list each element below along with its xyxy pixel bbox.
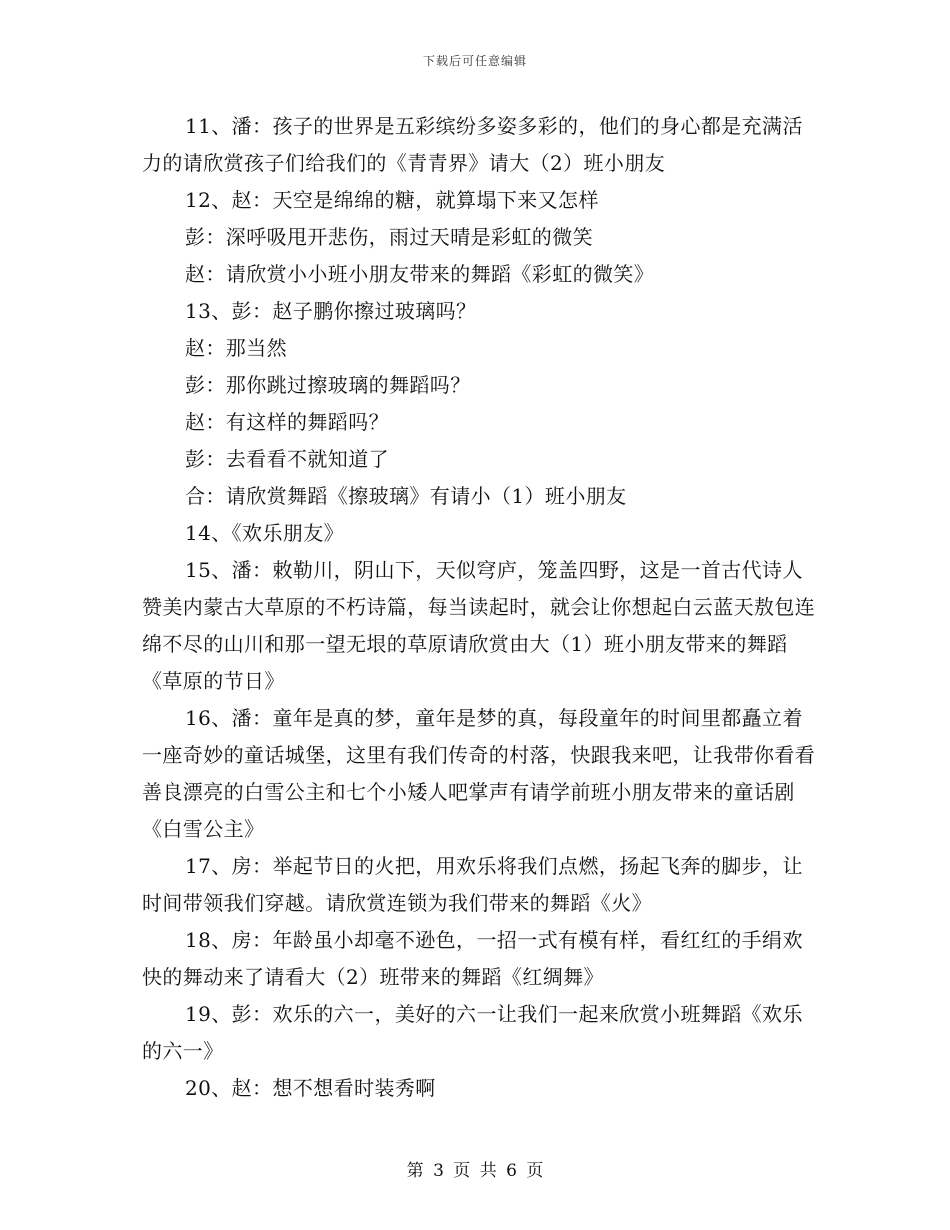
page-header: 下载后可任意编辑 [422,54,527,68]
paragraph-10: 合：请欣赏舞蹈《擦玻璃》有请小（1）班小朋友 [185,484,627,508]
paragraph-14: 17、房：举起节日的火把，用欢乐将我们点燃，扬起飞奔的脚步，让时间带领我们穿越。请欣赏连锁为我们带来的舞蹈《火》 [142,854,803,915]
paragraph-11: 14、《欢乐朋友》 [185,521,345,545]
paragraph-13: 16、潘：童年是真的梦，童年是梦的真，每段童年的时间里都矗立着一座奇妙的童话城堡，这里有我们传奇的村落，快跟我来吧，让我带你看看善良漂亮的白雪公主和七个小矮人吧掌声有请学前班小朋友带来的童话剧《白雪公主》 [142,706,816,841]
paragraph-5: 13、彭：赵子鹏你擦过玻璃吗？ [185,299,477,323]
document-body [142,108,822,1107]
paragraph-7: 彭：那你跳过擦玻璃的舞蹈吗？ [185,373,471,397]
paragraph-12: 15、潘：敕勒川，阴山下，天似穹庐，笼盖四野，这是一首古代诗人赞美内蒙古大草原的不朽诗篇，每当读起时，就会让你想起白云蓝天敖包连绵不尽的山川和那一望无垠的草原请欣赏由大（1）班小朋友带来的舞蹈《草原的节日》 [142,558,816,693]
paragraph-4: 赵：请欣赏小小班小朋友带来的舞蹈《彩虹的微笑》 [185,262,655,286]
paragraph-17: 20、赵：想不想看时装秀啊 [185,1076,436,1100]
paragraph-2: 12、赵：天空是绵绵的糖，就算塌下来又怎样 [185,188,599,212]
paragraph-3: 彭：深呼吸甩开悲伤，雨过天晴是彩虹的微笑 [185,225,593,249]
page-footer: 第 3 页 共 6 页 [406,1161,544,1181]
paragraph-6: 赵：那当然 [185,336,287,360]
paragraph-15: 18、房：年龄虽小却毫不逊色，一招一式有模有样，看红红的手绢欢快的舞动来了请看大（2）班带来的舞蹈《红绸舞》 [142,928,803,989]
paragraph-16: 19、彭：欢乐的六一，美好的六一让我们一起来欣赏小班舞蹈《欢乐的六一》 [142,1002,803,1063]
paragraph-9: 彭：去看看不就知道了 [185,447,389,471]
paragraph-1: 11、潘：孩子的世界是五彩缤纷多姿多彩的，他们的身心都是充满活力的请欣赏孩子们给我们的《青青界》请大（2）班小朋友 [142,114,803,175]
paragraph-8: 赵：有这样的舞蹈吗？ [185,410,389,434]
